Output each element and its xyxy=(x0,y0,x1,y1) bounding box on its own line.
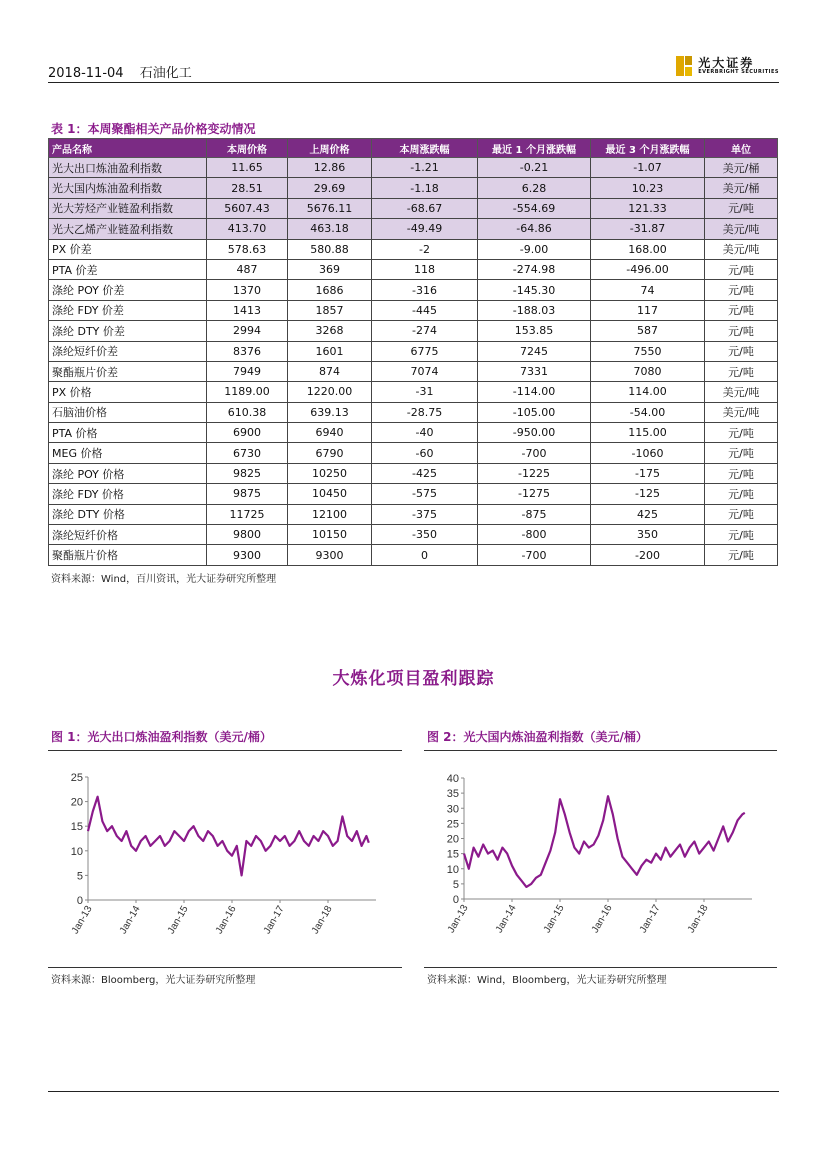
table-cell: 11725 xyxy=(207,504,288,524)
table-row xyxy=(49,321,778,341)
table-cell: 美元/吨 xyxy=(705,382,778,402)
table-cell: 5676.11 xyxy=(288,198,372,218)
table-cell: -875 xyxy=(478,504,591,524)
table-cell: 6790 xyxy=(288,443,372,463)
price-table xyxy=(48,138,778,566)
table-cell: -105.00 xyxy=(478,402,591,422)
table-cell: 425 xyxy=(591,504,705,524)
page-header xyxy=(48,56,779,82)
table-cell: 1857 xyxy=(288,300,372,320)
table-cell: -950.00 xyxy=(478,423,591,443)
table-cell: 元/吨 xyxy=(705,198,778,218)
table-cell: -274 xyxy=(372,321,478,341)
table-cell: 7949 xyxy=(207,361,288,381)
y-tick-label: 15 xyxy=(70,821,83,834)
column-header: 本周价格 xyxy=(207,139,288,158)
section-title: 大炼化项目盈利跟踪 xyxy=(332,669,495,689)
y-tick-label: 5 xyxy=(452,878,459,891)
table-cell: 7550 xyxy=(591,341,705,361)
header-divider xyxy=(48,82,779,83)
table-cell: 7245 xyxy=(478,341,591,361)
table-cell: -64.86 xyxy=(478,219,591,239)
row-label: PX 价格 xyxy=(49,382,207,402)
figure-1-chart xyxy=(48,760,402,960)
y-tick-label: 25 xyxy=(70,772,83,784)
row-label: PTA 价差 xyxy=(49,259,207,279)
x-tick-label: Jan-14 xyxy=(493,903,519,935)
table-cell: 元/吨 xyxy=(705,300,778,320)
table-cell: -1275 xyxy=(478,484,591,504)
row-label: PTA 价格 xyxy=(49,423,207,443)
table-cell: -1.21 xyxy=(372,158,478,178)
y-tick-label: 35 xyxy=(446,788,459,801)
table-row xyxy=(49,525,778,545)
table-cell: 874 xyxy=(288,361,372,381)
table-cell: 1413 xyxy=(207,300,288,320)
table-cell: 9300 xyxy=(288,545,372,565)
x-tick-label: Jan-17 xyxy=(637,903,663,935)
table-cell: 2994 xyxy=(207,321,288,341)
x-tick-label: Jan-13 xyxy=(445,903,471,935)
table-cell: 元/吨 xyxy=(705,443,778,463)
y-tick-label: 5 xyxy=(76,870,83,883)
table-cell: -496.00 xyxy=(591,259,705,279)
table-cell: 7074 xyxy=(372,361,478,381)
figure-2-source: 资料来源：Wind，Bloomberg，光大证券研究所整理 xyxy=(427,975,667,986)
table-cell: -445 xyxy=(372,300,478,320)
y-tick-label: 30 xyxy=(446,803,459,816)
row-label: 涤纶 POY 价差 xyxy=(49,280,207,300)
table-cell: 10.23 xyxy=(591,178,705,198)
table-row xyxy=(49,280,778,300)
x-tick-label: Jan-16 xyxy=(589,903,615,935)
row-label: 光大国内炼油盈利指数 xyxy=(49,178,207,198)
table-row xyxy=(49,484,778,504)
table-cell: 10250 xyxy=(288,463,372,483)
row-label: 光大芳烃产业链盈利指数 xyxy=(49,198,207,218)
y-tick-label: 10 xyxy=(446,863,459,876)
x-tick-label: Jan-14 xyxy=(117,904,143,936)
company-logo xyxy=(676,56,779,76)
series-line xyxy=(464,796,745,887)
table-cell: 10150 xyxy=(288,525,372,545)
table-row xyxy=(49,341,778,361)
table-cell: 元/吨 xyxy=(705,341,778,361)
x-tick-label: Jan-15 xyxy=(165,904,191,936)
table-cell: -9.00 xyxy=(478,239,591,259)
table-cell: -114.00 xyxy=(478,382,591,402)
table-cell: 487 xyxy=(207,259,288,279)
table-cell: 1601 xyxy=(288,341,372,361)
column-header: 最近 1 个月涨跌幅 xyxy=(478,139,591,158)
table-cell: -2 xyxy=(372,239,478,259)
table-cell: -1.07 xyxy=(591,158,705,178)
table-cell: 9800 xyxy=(207,525,288,545)
table-cell: -700 xyxy=(478,545,591,565)
y-tick-label: 20 xyxy=(446,833,459,846)
row-label: 聚酯瓶片价差 xyxy=(49,361,207,381)
table-cell: 7331 xyxy=(478,361,591,381)
table-cell: 5607.43 xyxy=(207,198,288,218)
y-tick-label: 10 xyxy=(70,845,83,858)
table-cell: 413.70 xyxy=(207,219,288,239)
y-tick-label: 20 xyxy=(70,796,83,809)
table-row xyxy=(49,259,778,279)
table-cell: 369 xyxy=(288,259,372,279)
table-cell: -375 xyxy=(372,504,478,524)
y-tick-label: 40 xyxy=(446,773,459,785)
table-cell: 1189.00 xyxy=(207,382,288,402)
table-cell: 121.33 xyxy=(591,198,705,218)
table-source: 资料来源：Wind，百川资讯，光大证券研究所整理 xyxy=(51,574,277,585)
table-cell: 美元/吨 xyxy=(705,402,778,422)
figure-2-top-rule xyxy=(424,750,777,751)
table-cell: 74 xyxy=(591,280,705,300)
table-cell: 6730 xyxy=(207,443,288,463)
table-cell: -350 xyxy=(372,525,478,545)
table-cell: 元/吨 xyxy=(705,484,778,504)
table-cell: 114.00 xyxy=(591,382,705,402)
figure-1-source: 资料来源：Bloomberg，光大证券研究所整理 xyxy=(51,975,256,986)
table-cell: -60 xyxy=(372,443,478,463)
table-cell: -31 xyxy=(372,382,478,402)
row-label: 涤纶 POY 价格 xyxy=(49,463,207,483)
table-cell: -316 xyxy=(372,280,478,300)
table-cell: -40 xyxy=(372,423,478,443)
column-header: 单位 xyxy=(705,139,778,158)
table-row xyxy=(49,463,778,483)
table-cell: 1220.00 xyxy=(288,382,372,402)
table-cell: 639.13 xyxy=(288,402,372,422)
table-cell: 29.69 xyxy=(288,178,372,198)
header-left xyxy=(48,62,204,81)
table-cell: -200 xyxy=(591,545,705,565)
table-cell: 1686 xyxy=(288,280,372,300)
table-cell: 578.63 xyxy=(207,239,288,259)
table-cell: 元/吨 xyxy=(705,259,778,279)
row-label: 涤纶 DTY 价差 xyxy=(49,321,207,341)
table-cell: 6940 xyxy=(288,423,372,443)
row-label: 涤纶 FDY 价差 xyxy=(49,300,207,320)
table-cell: 3268 xyxy=(288,321,372,341)
y-tick-label: 15 xyxy=(446,848,459,861)
figure-1-bottom-rule xyxy=(48,967,402,968)
table-cell: -575 xyxy=(372,484,478,504)
table-cell: 美元/吨 xyxy=(705,219,778,239)
row-label: MEG 价格 xyxy=(49,443,207,463)
table-cell: -125 xyxy=(591,484,705,504)
table-cell: 元/吨 xyxy=(705,361,778,381)
table-row xyxy=(49,239,778,259)
table-cell: -554.69 xyxy=(478,198,591,218)
table-cell: 11.65 xyxy=(207,158,288,178)
table-cell: 115.00 xyxy=(591,423,705,443)
table-cell: 610.38 xyxy=(207,402,288,422)
table-cell: 6.28 xyxy=(478,178,591,198)
table-cell: 6775 xyxy=(372,341,478,361)
table-cell: -425 xyxy=(372,463,478,483)
x-tick-label: Jan-15 xyxy=(541,903,567,935)
table-cell: 元/吨 xyxy=(705,463,778,483)
table-cell: 1370 xyxy=(207,280,288,300)
table-row xyxy=(49,382,778,402)
table-row xyxy=(49,178,778,198)
table-cell: 元/吨 xyxy=(705,525,778,545)
table-cell: -0.21 xyxy=(478,158,591,178)
table-cell: 9825 xyxy=(207,463,288,483)
table-cell: 元/吨 xyxy=(705,545,778,565)
table-cell: 0 xyxy=(372,545,478,565)
figure-2-bottom-rule xyxy=(424,967,777,968)
table-cell: -28.75 xyxy=(372,402,478,422)
figure-1-top-rule xyxy=(48,750,402,751)
table-row xyxy=(49,219,778,239)
figure-2-title: 图 2：光大国内炼油盈利指数（美元/桶） xyxy=(427,730,648,744)
logo-en-text: EVERBRIGHT SECURITIES xyxy=(698,68,779,75)
table-cell: 元/吨 xyxy=(705,504,778,524)
table-cell: 6900 xyxy=(207,423,288,443)
row-label: 涤纶 DTY 价格 xyxy=(49,504,207,524)
table-row xyxy=(49,300,778,320)
row-label: 光大出口炼油盈利指数 xyxy=(49,158,207,178)
row-label: 光大乙烯产业链盈利指数 xyxy=(49,219,207,239)
table-cell: 350 xyxy=(591,525,705,545)
table-cell: -1225 xyxy=(478,463,591,483)
report-date: 2018-11-04 xyxy=(48,66,124,81)
y-tick-label: 0 xyxy=(76,895,83,907)
table-cell: 元/吨 xyxy=(705,321,778,341)
table-header-row xyxy=(49,139,778,158)
table-row xyxy=(49,504,778,524)
table-cell: 美元/桶 xyxy=(705,178,778,198)
table-cell: 美元/吨 xyxy=(705,239,778,259)
table-cell: -1.18 xyxy=(372,178,478,198)
table-cell: 12100 xyxy=(288,504,372,524)
row-label: 涤纶 FDY 价格 xyxy=(49,484,207,504)
table-cell: 元/吨 xyxy=(705,423,778,443)
table-cell: 12.86 xyxy=(288,158,372,178)
row-label: 涤纶短纤价差 xyxy=(49,341,207,361)
table-cell: -68.67 xyxy=(372,198,478,218)
table-row xyxy=(49,545,778,565)
table-cell: 9875 xyxy=(207,484,288,504)
figure-2-chart xyxy=(424,760,777,960)
row-label: PX 价差 xyxy=(49,239,207,259)
table-row xyxy=(49,402,778,422)
table-cell: -175 xyxy=(591,463,705,483)
table-cell: 168.00 xyxy=(591,239,705,259)
table-cell: 美元/桶 xyxy=(705,158,778,178)
column-header: 上周价格 xyxy=(288,139,372,158)
x-tick-label: Jan-18 xyxy=(685,903,711,935)
column-header: 本周涨跌幅 xyxy=(372,139,478,158)
y-tick-label: 0 xyxy=(452,894,459,906)
row-label: 石脑油价格 xyxy=(49,402,207,422)
table-cell: -49.49 xyxy=(372,219,478,239)
table-cell: 7080 xyxy=(591,361,705,381)
x-tick-label: Jan-17 xyxy=(261,904,287,936)
footer-divider xyxy=(48,1091,779,1092)
table-row xyxy=(49,423,778,443)
table-cell: 153.85 xyxy=(478,321,591,341)
table-cell: 8376 xyxy=(207,341,288,361)
series-line xyxy=(88,797,369,876)
x-tick-label: Jan-16 xyxy=(213,904,239,936)
table-cell: -1060 xyxy=(591,443,705,463)
y-tick-label: 25 xyxy=(446,818,459,831)
table-cell: -800 xyxy=(478,525,591,545)
table-cell: -145.30 xyxy=(478,280,591,300)
table-cell: 118 xyxy=(372,259,478,279)
table-body xyxy=(49,158,778,566)
table-row xyxy=(49,443,778,463)
table-cell: -31.87 xyxy=(591,219,705,239)
table-cell: 10450 xyxy=(288,484,372,504)
table-row xyxy=(49,158,778,178)
table-cell: 117 xyxy=(591,300,705,320)
table-cell: 元/吨 xyxy=(705,280,778,300)
logo-cn-text: 光大证券 xyxy=(698,55,755,70)
x-tick-label: Jan-18 xyxy=(309,904,335,936)
table-row xyxy=(49,361,778,381)
table-cell: -700 xyxy=(478,443,591,463)
x-tick-label: Jan-13 xyxy=(69,904,95,936)
column-header: 产品名称 xyxy=(49,139,207,158)
report-sector: 石油化工 xyxy=(139,66,192,81)
table-cell: 463.18 xyxy=(288,219,372,239)
table-title: 表 1：本周聚酯相关产品价格变动情况 xyxy=(51,122,256,136)
table-cell: 580.88 xyxy=(288,239,372,259)
row-label: 聚酯瓶片价格 xyxy=(49,545,207,565)
table-cell: 587 xyxy=(591,321,705,341)
table-cell: 9300 xyxy=(207,545,288,565)
column-header: 最近 3 个月涨跌幅 xyxy=(591,139,705,158)
table-cell: -274.98 xyxy=(478,259,591,279)
table-cell: -188.03 xyxy=(478,300,591,320)
table-cell: -54.00 xyxy=(591,402,705,422)
row-label: 涤纶短纤价格 xyxy=(49,525,207,545)
table-row xyxy=(49,198,778,218)
logo-mark-icon xyxy=(676,56,692,76)
table-cell: 28.51 xyxy=(207,178,288,198)
figure-1-title: 图 1：光大出口炼油盈利指数（美元/桶） xyxy=(51,730,272,744)
